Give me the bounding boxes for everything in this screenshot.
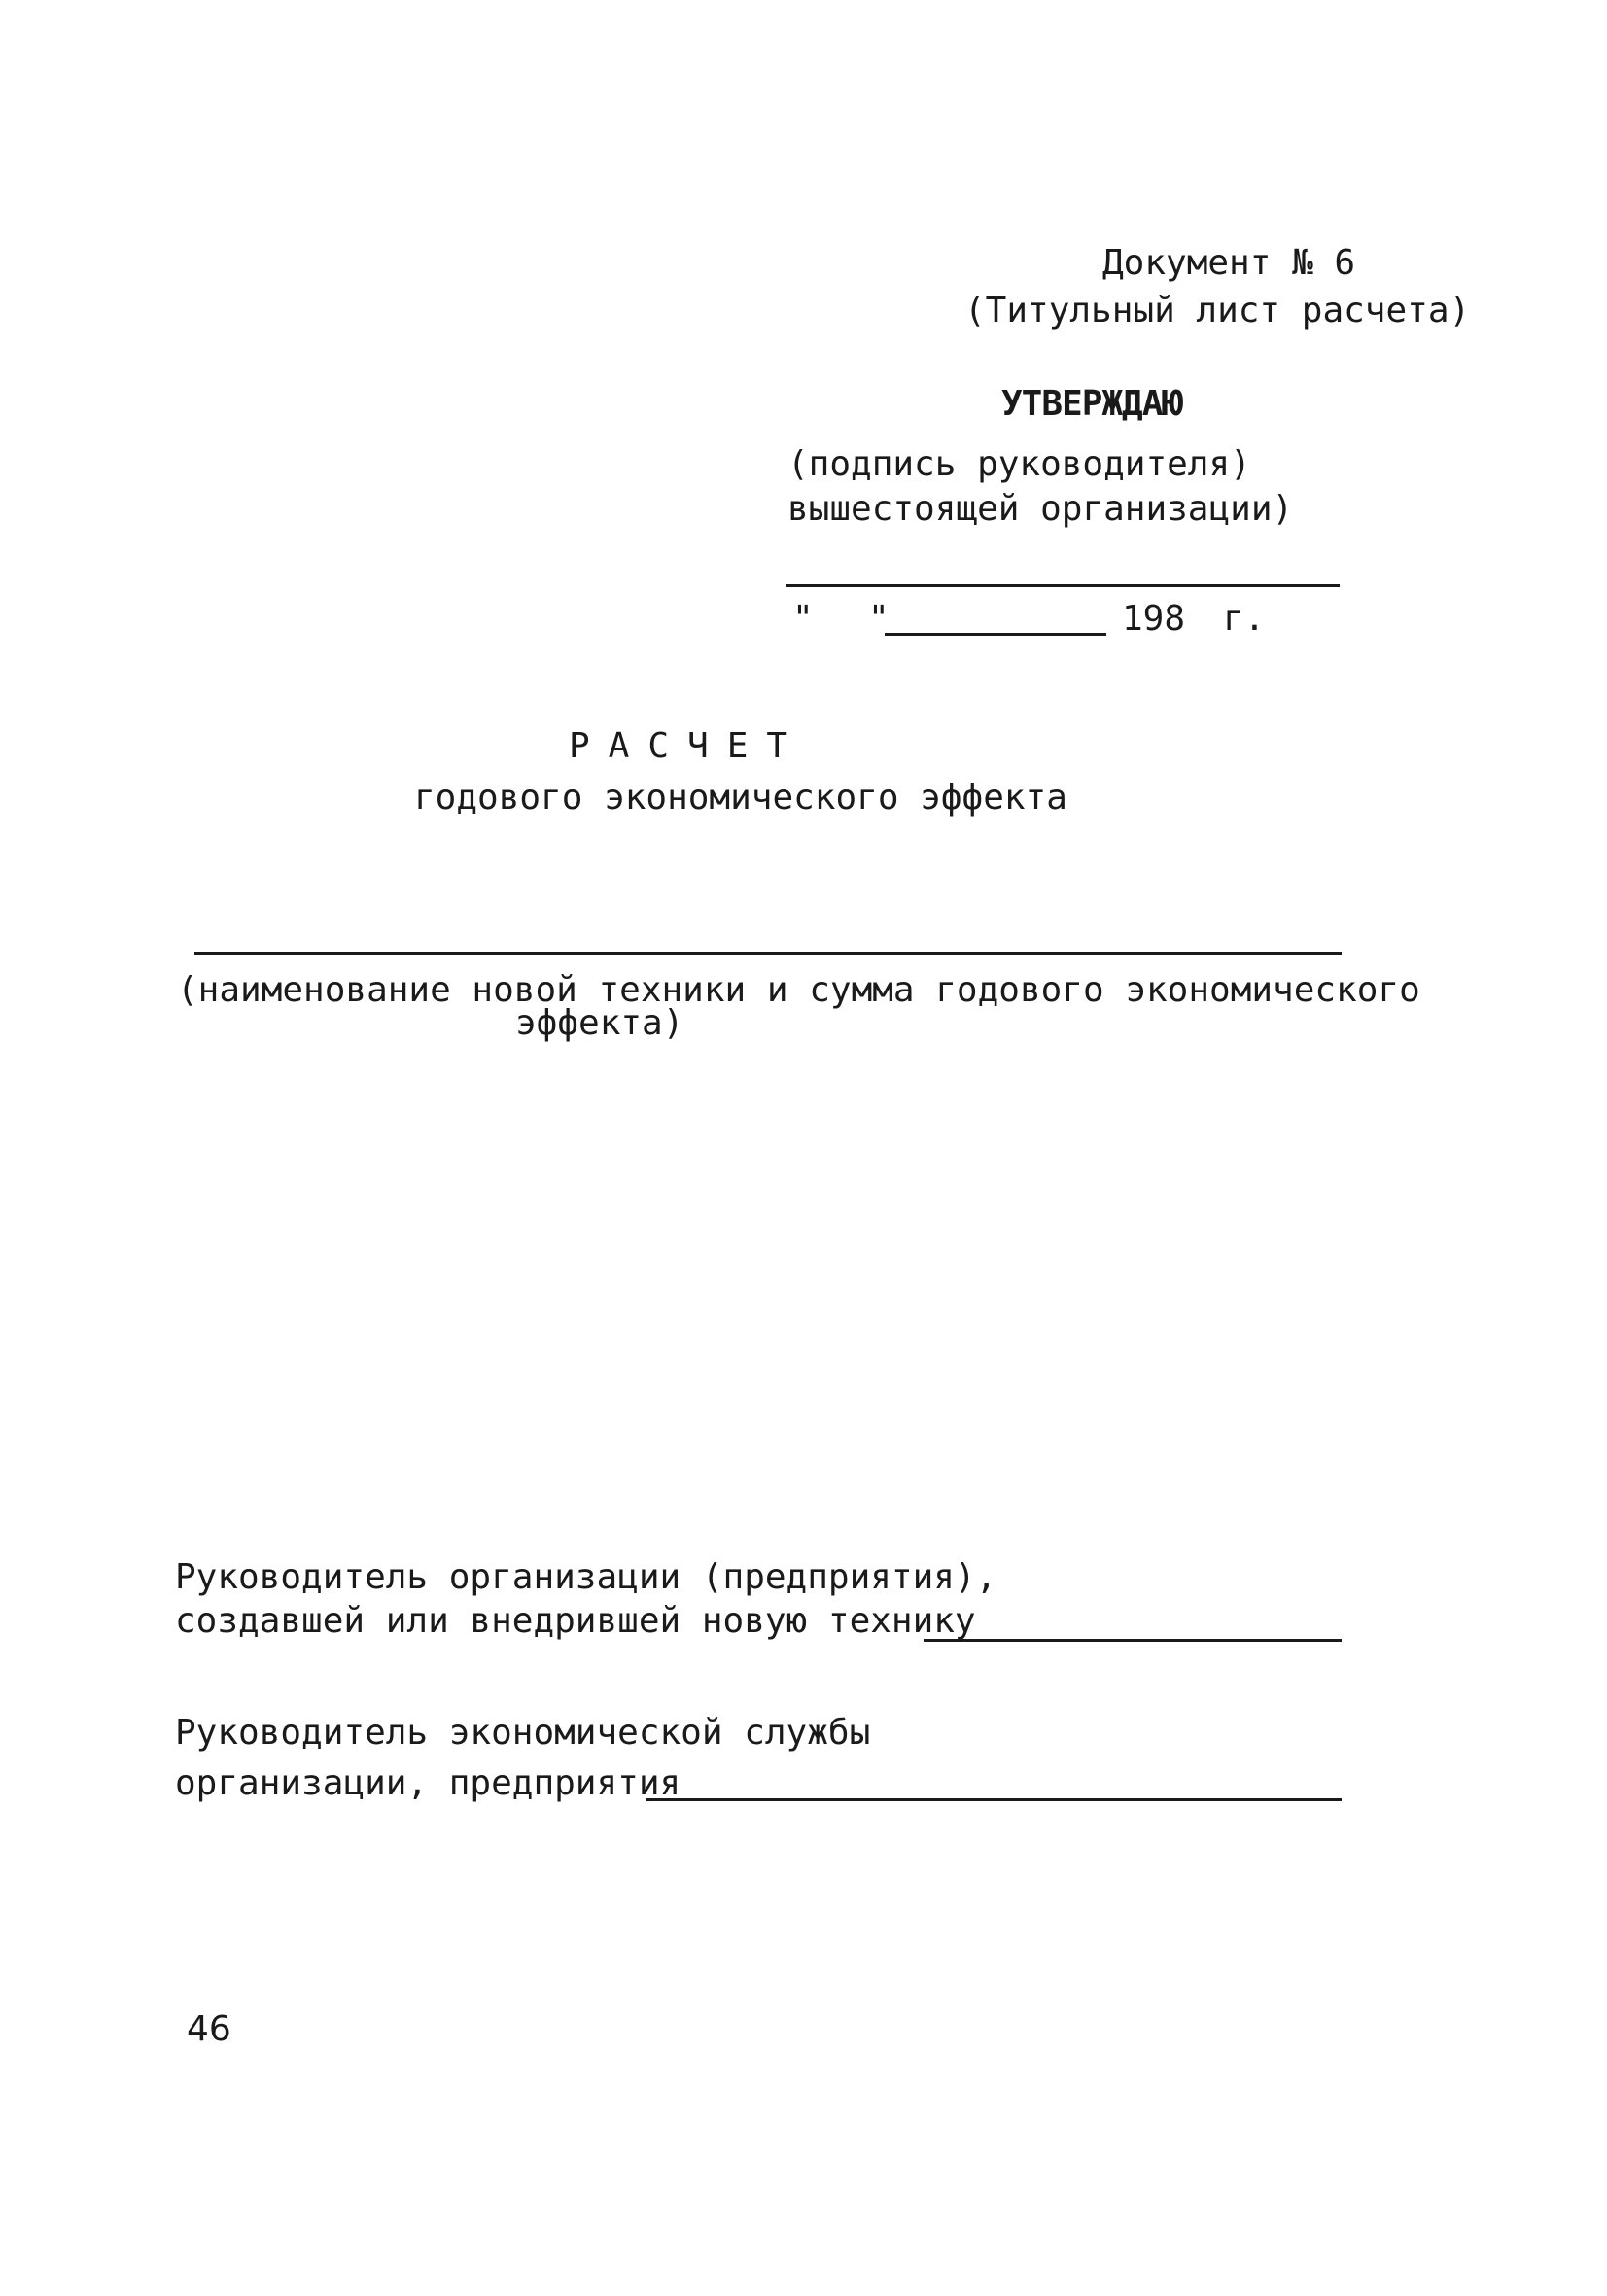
econ-head-label-line-2: организации, предприятия [175,1763,681,1803]
date-day-quote-open: " [792,599,814,639]
econ-head-signature-line [646,1798,1342,1801]
date-year: 198 [1122,599,1186,639]
document-subtitle: (Титульный лист расчета) [964,291,1471,330]
tech-name-caption-line-1: (наименование новой техники и сумма годового экономического [177,970,1420,1010]
org-head-label-line-2: создавшей или внедрившей новую технику [175,1601,976,1641]
page-number: 46 [187,2009,231,2049]
approval-signature-caption-line-1: (подпись руководителя) [787,444,1251,484]
approval-signature-line [786,584,1340,587]
approval-label: УТВЕРЖДАЮ [1001,384,1183,424]
date-month-blank-line [885,633,1106,636]
tech-name-blank-line [194,952,1342,955]
org-head-signature-line [924,1639,1342,1642]
org-head-label-line-1: Руководитель организации (предприятия), [175,1557,997,1597]
date-day-quote-close: " [868,599,890,639]
approval-signature-caption-line-2: вышестоящей организации) [787,489,1294,529]
calculation-subtitle: годового экономического эффекта [414,778,1067,818]
date-year-suffix: г. [1223,599,1266,639]
calculation-title: РАСЧЕТ [569,726,807,766]
tech-name-caption-line-2: эффекта) [515,1003,684,1043]
econ-head-label-line-1: Руководитель экономической службы [175,1713,871,1753]
document-number: Документ № 6 [1102,243,1356,283]
